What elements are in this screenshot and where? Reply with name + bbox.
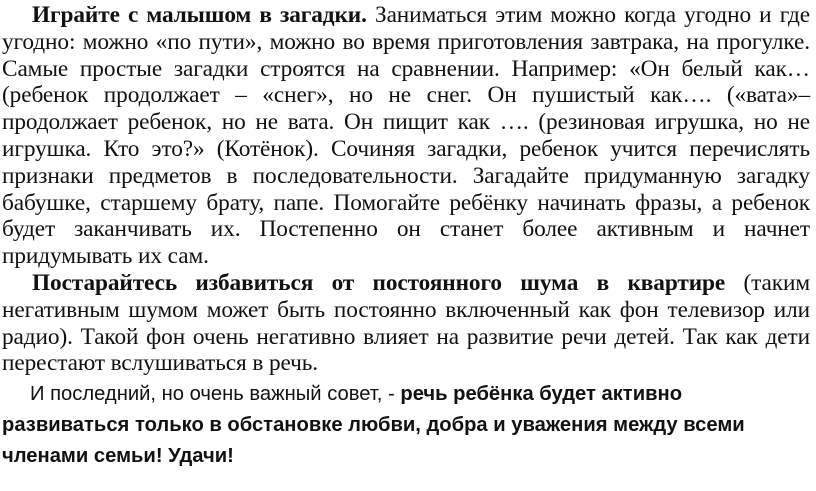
paragraph-final-advice-emphasis: речь ребёнка будет активно развиваться только в обстановке любви, добра и уважения между всеми членами семьи! Удачи! [2,383,745,468]
paragraph-noise-body: (таким негативным шумом может быть постоянно включенный как фон телевизор или радио). Такой фон очень негативно влияет на развитие речи детей. Так как дети перестают вслушиваться в речь. [2,269,811,377]
paragraph-riddles-body: Заниматься этим можно когда угодно и где угодно: можно «по пути», можно во время приготовления завтрака, на прогулке. Самые простые загадки строятся на сравнении. Например: «Он белый как… (ребенок продолжает – «снег», но не снег. Он пушистый как…. («вата»– продолжает ребенок, но не вата. Он пищит как …. (резиновая игрушка, но не игрушка. Кто это?» (Котёнок). Сочиняя загадки, ребенок учится перечислять признаки предметов в последовательности. Загадайте придуманную загадку бабушке, старшему брату, папе. Помогайте ребёнку начинать фразы, а ребенок будет заканчивать их. Постепенно он станет более активным и начнет придумывать их сам. [2,2,810,270]
paragraph-noise [2,270,810,377]
paragraph-noise-heading: Постарайтесь избавиться от постоянного шума в квартире [32,269,726,296]
paragraph-final-advice [2,379,810,472]
paragraph-riddles-heading: Играйте с малышом в загадки. [32,2,367,28]
paragraph-riddles [2,0,810,270]
paragraph-final-advice-intro: И последний, но очень важный совет, - [30,383,401,406]
